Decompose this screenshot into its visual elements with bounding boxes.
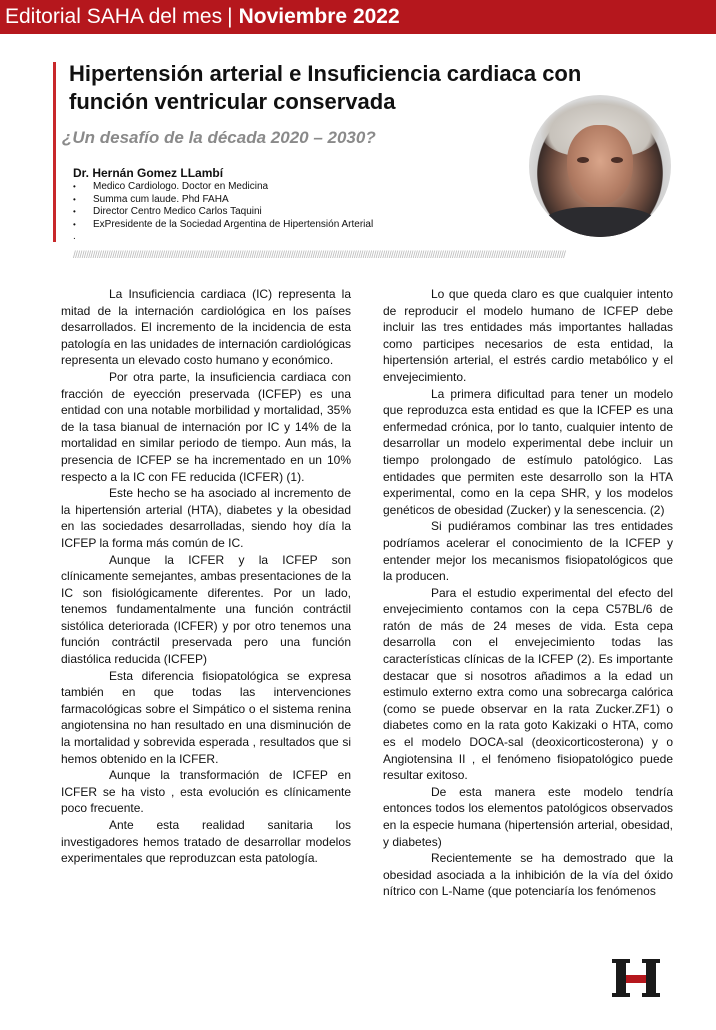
title-accent-line bbox=[53, 62, 56, 242]
author-photo bbox=[529, 95, 671, 237]
credential-item: • ExPresidente de la Sociedad Argentina de Hipertensión Arterial bbox=[73, 219, 373, 232]
hta-logo-icon bbox=[612, 957, 660, 999]
author-credentials bbox=[73, 181, 373, 244]
header-bar bbox=[0, 0, 716, 34]
credential-item: . bbox=[73, 231, 76, 242]
paragraph: Por otra parte, la insuficiencia cardiaca con fracción de eyección preservada (ICFEP) es una entidad con una notable morbilidad y mortalidad, 35% de la tasa bianual de internación por IC y 14% de la mortalidad en similar periodo de tiempo. Aun más, la presencia de ICFEP se ha incrementado en un 10% respecto a la IC con FE reducida (ICFER) (1). bbox=[61, 369, 351, 484]
credential-item: • Medico Cardiologo. Doctor en Medicina bbox=[73, 181, 373, 194]
paragraph: La primera dificultad para tener un modelo que reproduzca esta entidad es que la ICFEP es una enfermedad crónica, por lo tanto, cualquier intento de desarrollar un modelo experimental debe incluir un tiempo prolongado de estímulo patológico. Las entidades que permiten este desarrollo son la HTA experimental, como en la cepa SHR, y los modelos genéticos de obesidad (Zucker) y la senescencia. (2) bbox=[383, 386, 673, 517]
article-title: Hipertensión arterial e Insuficiencia cardiaca con función ventricular conservada bbox=[69, 61, 582, 114]
paragraph: Aunque la ICFER y la ICFEP son clínicamente semejantes, ambas presentaciones de la IC son fisiológicamente diferentes. Por un lado, tenemos fundamentalmente una función contráctil sistólica deteriorada (ICFER) y por otro tenemos una función contráctil preservada pero una función diastólica reducida (ICFEP) bbox=[61, 552, 351, 667]
credential-item: • Summa cum laude. Phd FAHA bbox=[73, 194, 373, 207]
paragraph: Esta diferencia fisiopatológica se expresa también en que todas las intervenciones farmacológicas sobre el Simpático o el sistema renina angiotensina no han resultado en una disminución de la mortalidad y sobrevida esperada , resultados que si hemos obtenido en la ICFER. bbox=[61, 668, 351, 766]
article-subtitle: ¿Un desafío de la década 2020 – 2030? bbox=[62, 128, 376, 147]
paragraph: De esta manera este modelo tendría entonces todos los elementos patológicos observados en la especie humana (hipertensión arterial, obesidad, y diabetes) bbox=[383, 784, 673, 849]
section-divider: ////////////////////////////////////////////////////////////////////////////////////////////////////////////////////////////////////////////////////////////////////////////////////////////////////////////////////////////////// bbox=[73, 250, 566, 261]
paragraph: Si pudiéramos combinar las tres entidades podríamos acelerar el conocimiento de la ICFEP y entender mejor los mecanismos fisiopatológicos que la producen. bbox=[383, 519, 673, 584]
author-eyes bbox=[577, 157, 623, 165]
paragraph: Aunque la transformación de ICFEP en ICFER se ha visto , esta evolución es clínicamente poco frecuente. bbox=[61, 768, 351, 816]
paragraph: Ante esta realidad sanitaria los investigadores hemos tratado de desarrollar modelos experimentales que reproduzcan esta patología. bbox=[61, 818, 351, 866]
credential-item: • Director Centro Medico Carlos Taquini bbox=[73, 206, 373, 219]
paragraph: Este hecho se ha asociado al incremento de la hipertensión arterial (HTA), diabetes y la obesidad en las sociedades desarrolladas, siendo hoy día la ICFEP la forma más común de IC. bbox=[61, 486, 351, 550]
header-label: Editorial SAHA del mes bbox=[5, 5, 223, 28]
header-issue: Noviembre 2022 bbox=[238, 5, 400, 28]
header-separator: | bbox=[227, 5, 233, 28]
author-shirt bbox=[543, 207, 657, 237]
header-text bbox=[5, 3, 400, 31]
left-column bbox=[61, 286, 351, 867]
paragraph: La Insuficiencia cardiaca (IC) representa la mitad de la internación cardiológica en los países desarrollados. El incremento de la incidencia de esta patología en las unidades de internación cardiológicas representa un elevado costo humano y económico. bbox=[61, 287, 351, 368]
author-name: Dr. Hernán Gomez LLambí bbox=[73, 166, 224, 180]
paragraph: Lo que queda claro es que cualquier intento de reproducir el modelo humano de ICFEP debe incluir las tres entidades más importantes halladas como participes necesarios de esta entidad, la hipertensión arterial, el estrés cardio metabólico y el envejecimiento. bbox=[383, 287, 673, 384]
right-column bbox=[383, 286, 673, 900]
paragraph: Recientemente se ha demostrado que la obesidad asociada a la inhibición de la vía del óxido nítrico con L-Name (que potenciaría los fenómenos bbox=[383, 851, 673, 899]
author-face bbox=[567, 125, 633, 205]
paragraph: Para el estudio experimental del efecto del envejecimiento contamos con la cepa C57BL/6 de ratón de más de 24 meses de vida. Esta cepa desarrolla con el envejecimiento todas las características clínicas de la ICFEP (2). Es importante destacar que si nosotros añadimos a la edad un estimulo externo extra como una sobrecarga calórica (como se puede observar en la rata Zucker.ZF1) o diabetes como en la rata goto Kakizaki o HTA, como es el modelo DOCA-sal (deoxicorticosterona) y o Angiotensina II , el fenómeno fisiopatológico puede resultar exitoso. bbox=[383, 585, 673, 783]
